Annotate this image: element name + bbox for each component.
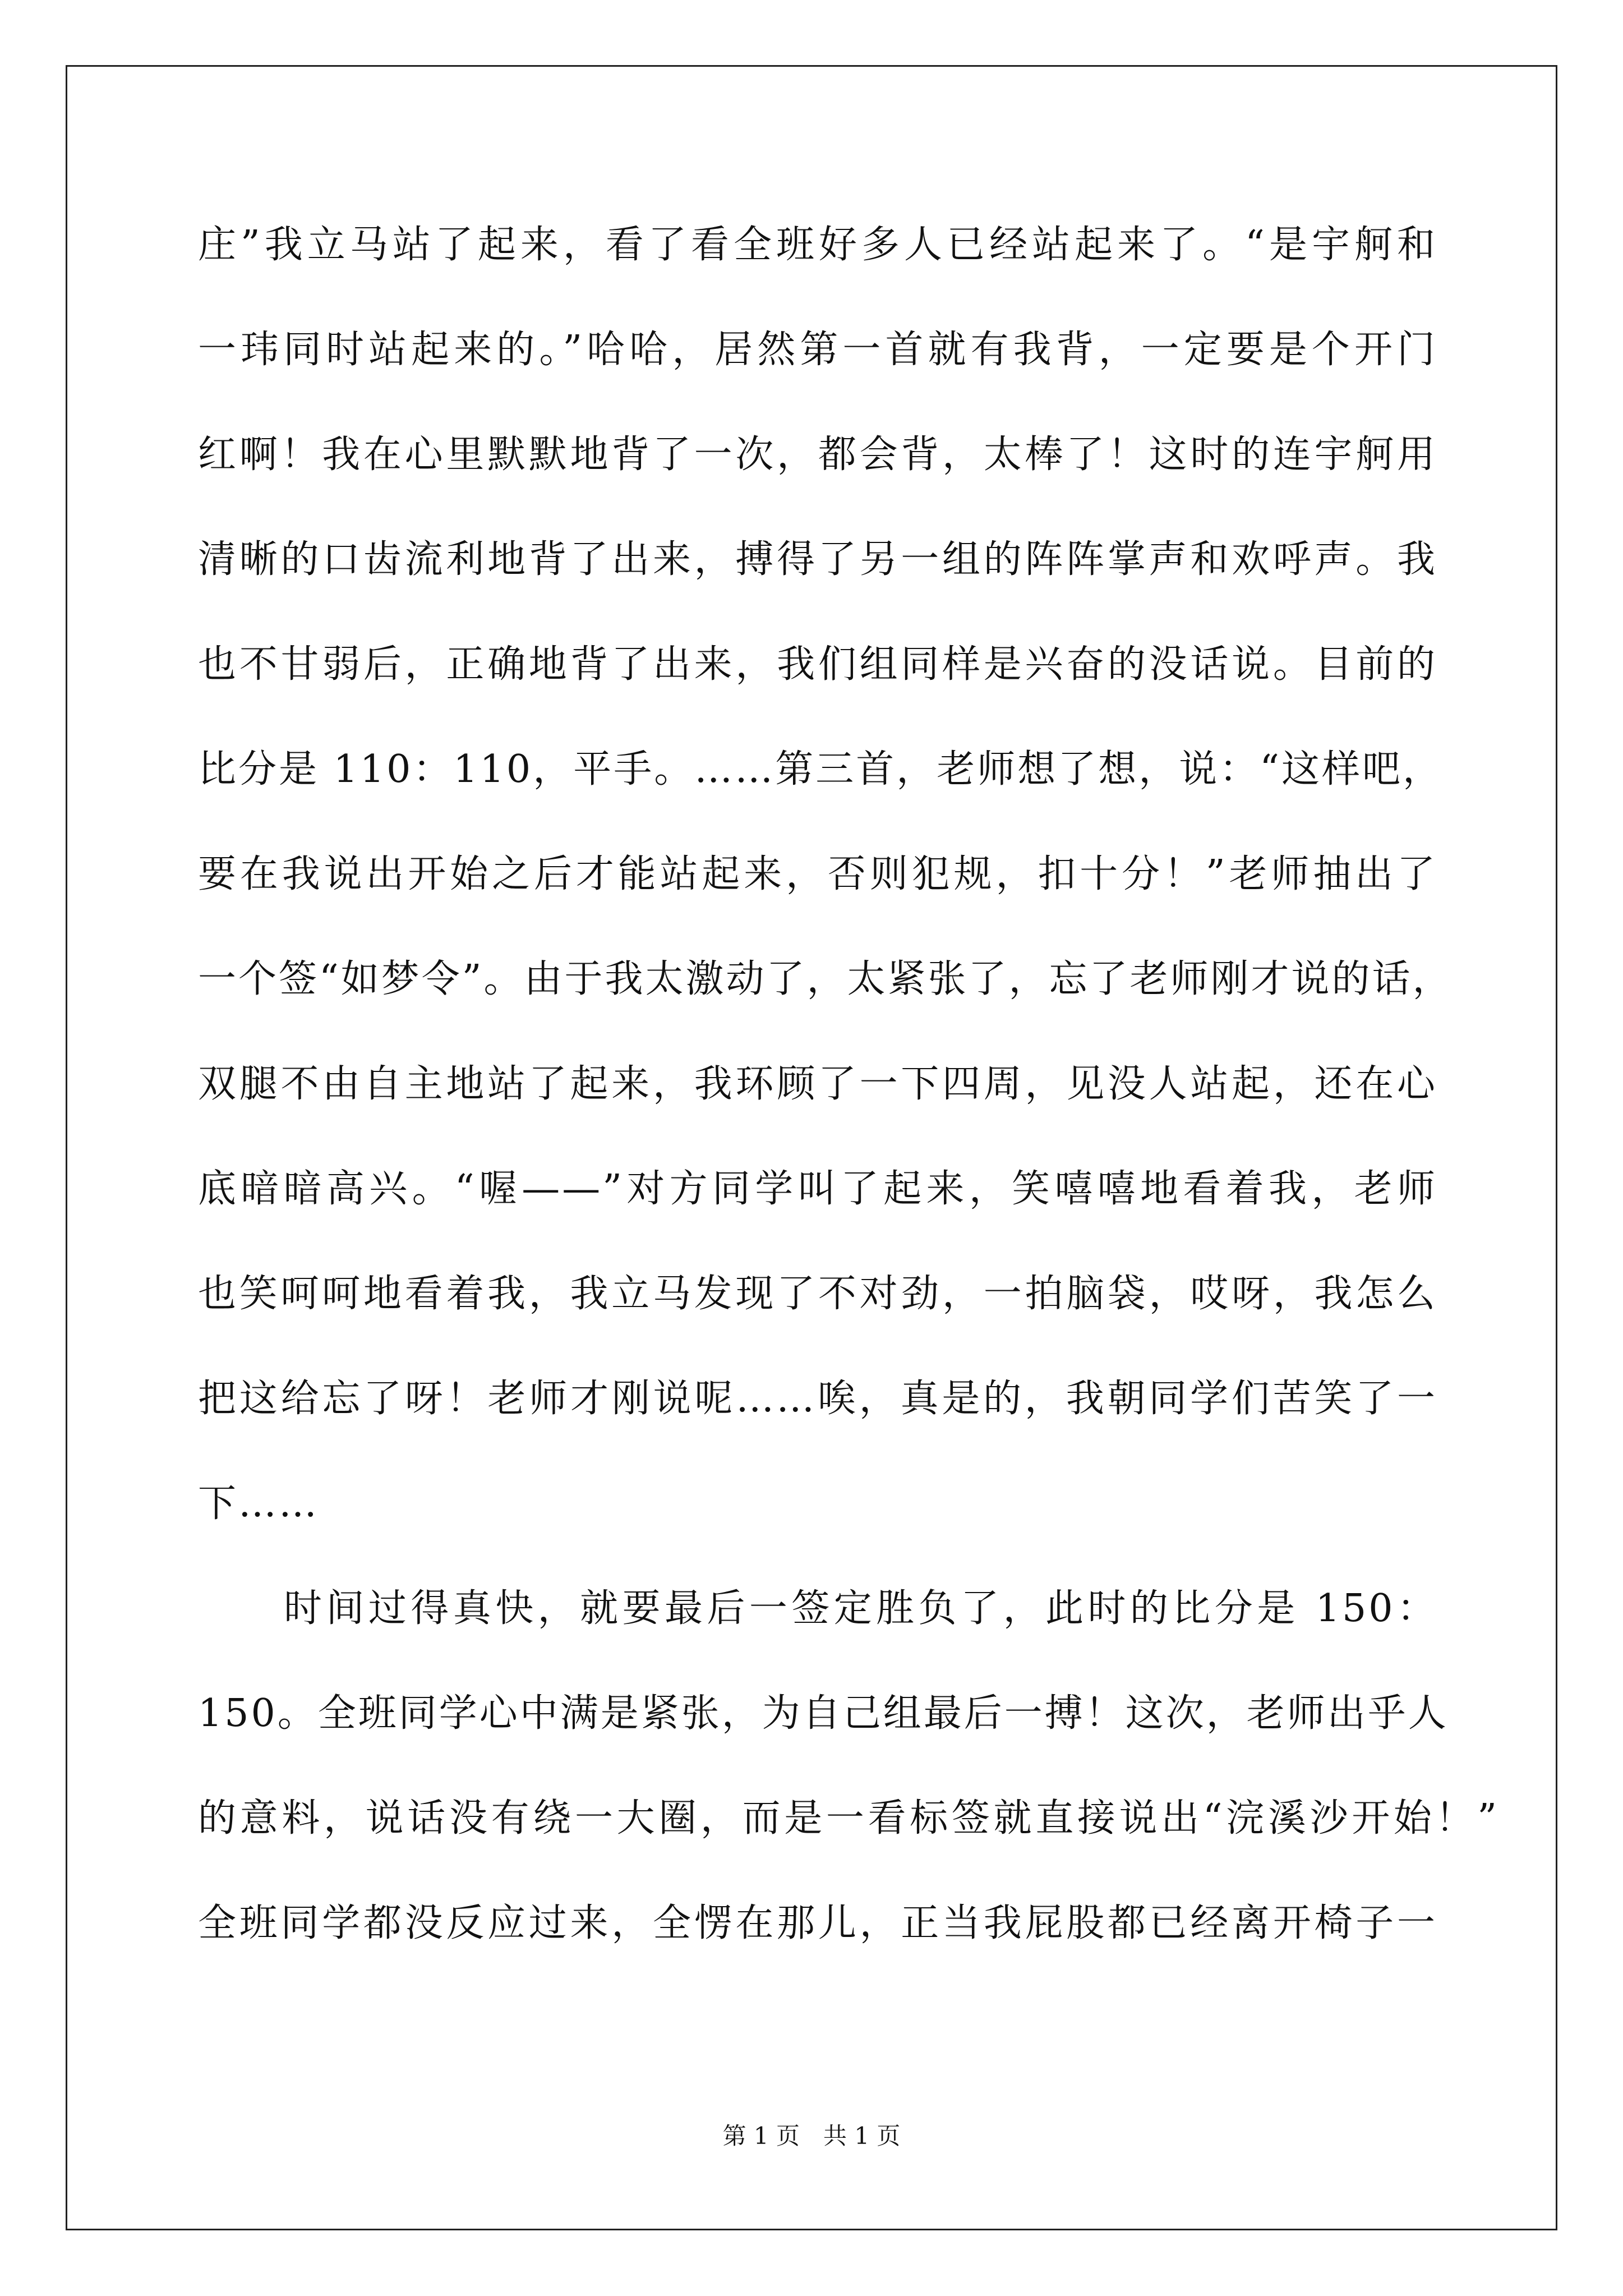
text-line-6: 比分是 110：110，平手。……第三首，老师想了想，说：“这样吧， — [198, 747, 1443, 792]
text-line-1: 庄”我立马站了起来，看了看全班好多人已经站起来了。“是宇舸和 — [198, 223, 1437, 267]
text-line-17: 全班同学都没反应过来，全愣在那儿，正当我屁股都已经离开椅子一 — [198, 1901, 1437, 1945]
text-line-13: 下…… — [198, 1481, 320, 1526]
text-line-2: 一玮同时站起来的。”哈哈，居然第一首就有我背，一定要是个开门 — [198, 328, 1437, 372]
text-line-12: 把这给忘了呀！老师才刚说呢……唉，真是的，我朝同学们苦笑了一 — [198, 1377, 1437, 1421]
text-line-4: 清晰的口齿流利地背了出来，搏得了另一组的阵阵掌声和欢呼声。我 — [198, 537, 1437, 582]
text-line-14: 时间过得真快，就要最后一签定胜负了，此时的比分是 150： — [284, 1586, 1437, 1631]
text-line-10: 底暗暗高兴。“喔——”对方同学叫了起来，笑嘻嘻地看着我，老师 — [198, 1167, 1437, 1211]
text-line-16: 的意料，说话没有绕一大圈，而是一看标签就直接说出“浣溪沙开始！” — [198, 1796, 1499, 1841]
text-line-15: 150。全班同学心中满是紧张，为自己组最后一搏！这次，老师出乎人 — [198, 1691, 1449, 1736]
text-line-11: 也笑呵呵地看着我，我立马发现了不对劲，一拍脑袋，哎呀，我怎么 — [198, 1272, 1437, 1316]
text-line-5: 也不甘弱后，正确地背了出来，我们组同样是兴奋的没话说。目前的 — [198, 642, 1437, 687]
text-line-9: 双腿不由自主地站了起来，我环顾了一下四周，见没人站起，还在心 — [198, 1062, 1437, 1106]
text-line-3: 红啊！我在心里默默地背了一次，都会背，太棒了！这时的连宇舸用 — [198, 432, 1437, 477]
text-line-7: 要在我说出开始之后才能站起来，否则犯规，扣十分！”老师抽出了 — [198, 852, 1437, 896]
page-number-footer: 第 1 页 共 1 页 — [722, 2122, 901, 2150]
text-line-8: 一个签“如梦令”。由于我太激动了，太紧张了，忘了老师刚才说的话， — [198, 957, 1453, 1001]
